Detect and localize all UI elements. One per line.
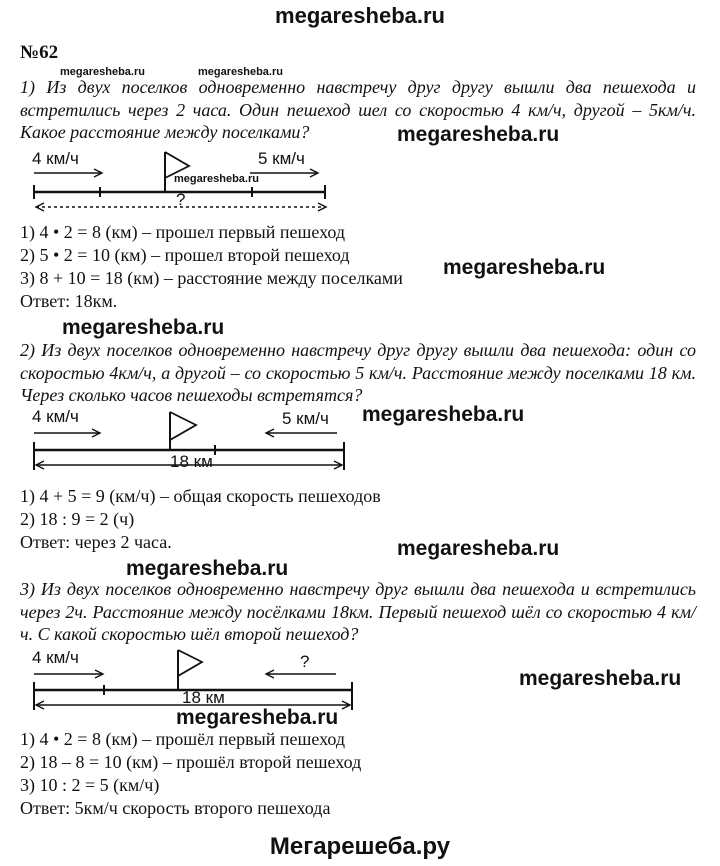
problem-1-step-1: 1) 4 • 2 = 8 (км) – прошел первый пешеход [20, 222, 346, 242]
problem-2-text: 2) Из двух поселков одновременно навстречу друг другу вышли два пешехода: один со скоростью 4км/ч, а другой – со скоростью 5 км/ч. Расстояние между поселками 18 км. Через сколько часов пешеходы встретятся? [20, 340, 696, 405]
diagram-3-right-speed: ? [300, 652, 310, 671]
problem-1-step-2: 2) 5 • 2 = 10 (км) – прошел второй пешеход [20, 245, 350, 265]
problem-2-answer: Ответ: через 2 часа. [20, 532, 172, 552]
diagram-1-left-speed: 4 км/ч [32, 149, 79, 168]
footer-brand: Мегарешеба.ру [269, 833, 451, 860]
flag [178, 650, 202, 676]
watermark: megaresheba.ru [519, 667, 682, 690]
diagram-3-left-speed: 4 км/ч [32, 648, 79, 667]
small-watermark: megaresheba.ru [198, 66, 283, 78]
problem-1-text: 1) Из двух поселков одновременно навстречу друг другу вышли два пешехода и встретились через 2 часа. Один пешеход шел со скоростью 4 км/ч, другой – 5км/ч. Какое расстояние между поселками? [20, 77, 696, 142]
watermark: megaresheba.ru [397, 537, 560, 560]
problem-1-answer: Ответ: 18км. [20, 291, 118, 311]
problem-3-text: 3) Из двух поселков одновременно навстречу друг вышли два пешехода и встретились через 2ч. Расстояние между посёлками 18км. Первый пешеход шёл со скоростью 4 км/ч. С какой скоростью шёл второй пешеход? [20, 579, 696, 644]
watermark: megaresheba.ru [62, 316, 225, 339]
diagram-2-distance: 18 км [170, 452, 213, 471]
header-watermark: megaresheba.ru [275, 3, 445, 28]
problem-2-step-1: 1) 4 + 5 = 9 (км/ч) – общая скорость пешеходов [20, 486, 381, 506]
small-watermark: megaresheba.ru [60, 66, 145, 78]
watermark: megaresheba.ru [362, 403, 525, 426]
diagram-2-right-speed: 5 км/ч [282, 409, 329, 428]
diagram-1-distance: ? [176, 190, 186, 209]
small-watermark: megaresheba.ru [174, 173, 259, 185]
watermark: megaresheba.ru [176, 706, 339, 729]
watermark: megaresheba.ru [126, 557, 289, 580]
watermark: megaresheba.ru [397, 123, 560, 146]
diagram-1-right-speed: 5 км/ч [258, 149, 305, 168]
problem-3-step-1: 1) 4 • 2 = 8 (км) – прошёл первый пешеход [20, 729, 346, 749]
diagram-3-distance: 18 км [182, 688, 225, 707]
diagram-2-left-speed: 4 км/ч [32, 407, 79, 426]
problem-1-step-3: 3) 8 + 10 = 18 (км) – расстояние между поселками [20, 268, 403, 288]
problem-2-step-2: 2) 18 : 9 = 2 (ч) [20, 509, 135, 529]
problem-3-answer: Ответ: 5км/ч скорость второго пешехода [20, 798, 331, 818]
problem-3-step-2: 2) 18 – 8 = 10 (км) – прошёл второй пешеход [20, 752, 362, 772]
problem-3-step-3: 3) 10 : 2 = 5 (км/ч) [20, 775, 160, 795]
task-number: №62 [20, 42, 59, 63]
watermark: megaresheba.ru [443, 256, 606, 279]
